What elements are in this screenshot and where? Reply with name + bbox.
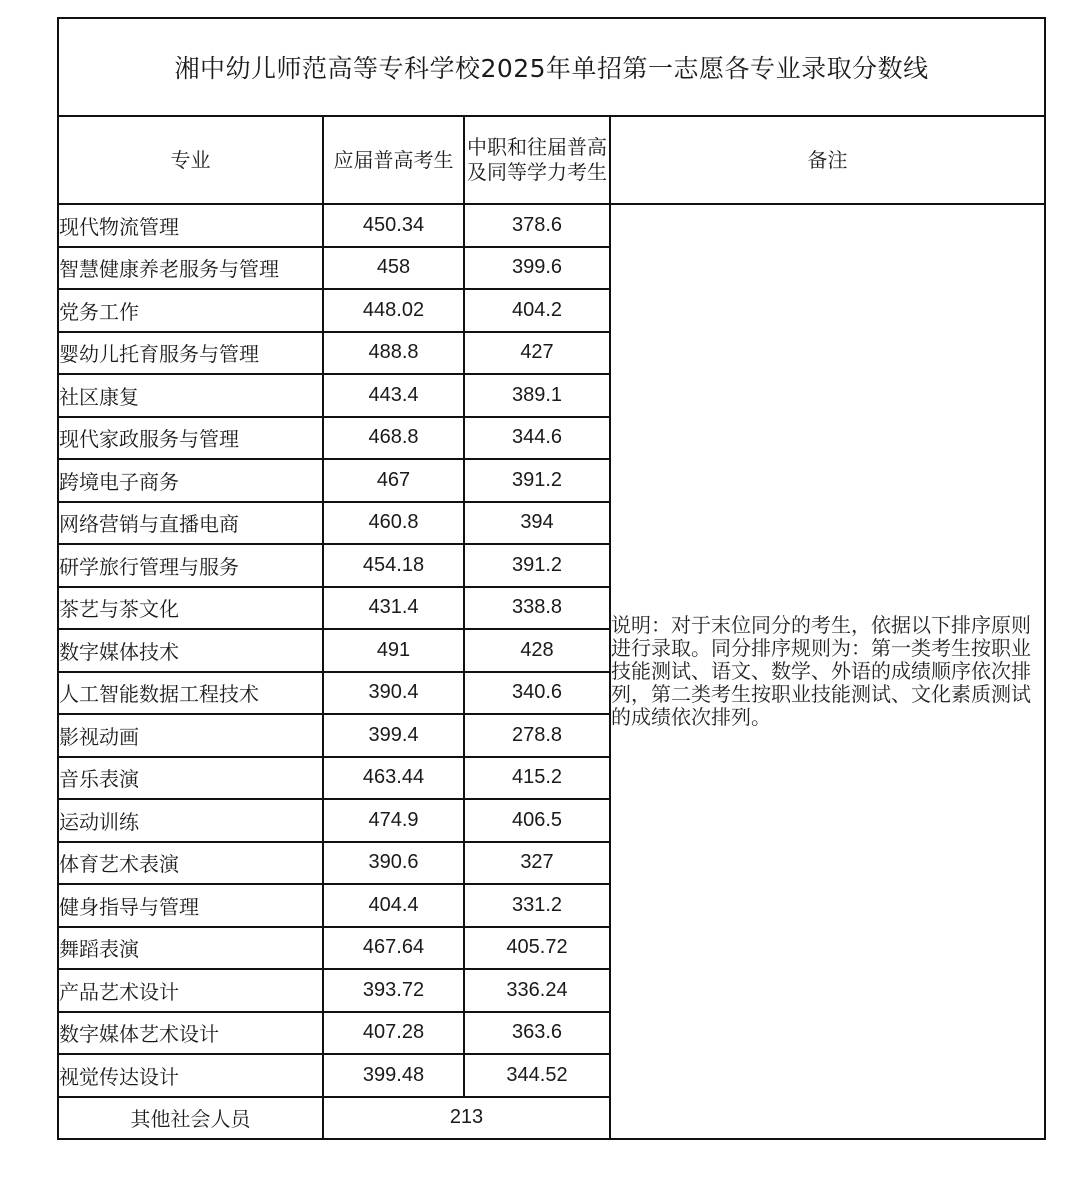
other-applicants-label: 其他社会人员 [58,1097,323,1140]
vocational-score-cell: 363.6 [464,1012,610,1055]
major-cell: 视觉传达设计 [58,1054,323,1097]
fresh-grads-score-cell: 458 [323,247,464,290]
major-cell: 舞蹈表演 [58,927,323,970]
vocational-score-cell: 427 [464,332,610,375]
vocational-score-cell: 404.2 [464,289,610,332]
vocational-score-cell: 331.2 [464,884,610,927]
header-major: 专业 [58,116,323,204]
vocational-score-cell: 327 [464,842,610,885]
vocational-score-cell: 391.2 [464,544,610,587]
major-cell: 现代家政服务与管理 [58,417,323,460]
fresh-grads-score-cell: 491 [323,629,464,672]
major-cell: 智慧健康养老服务与管理 [58,247,323,290]
fresh-grads-score-cell: 393.72 [323,969,464,1012]
vocational-score-cell: 428 [464,629,610,672]
vocational-score-cell: 405.72 [464,927,610,970]
fresh-grads-score-cell: 390.6 [323,842,464,885]
notes-cell: 说明：对于末位同分的考生，依据以下排序原则进行录取。同分排序规则为：第一类考生按职业技能测试、语文、数学、外语的成绩顺序依次排列，第二类考生按职业技能测试、文化素质测试的成绩依次排列。 [610,204,1045,1139]
fresh-grads-score-cell: 399.48 [323,1054,464,1097]
fresh-grads-score-cell: 463.44 [323,757,464,800]
vocational-score-cell: 340.6 [464,672,610,715]
vocational-score-cell: 336.24 [464,969,610,1012]
fresh-grads-score-cell: 488.8 [323,332,464,375]
fresh-grads-score-cell: 448.02 [323,289,464,332]
admission-score-table [57,17,1046,1140]
fresh-grads-score-cell: 443.4 [323,374,464,417]
major-cell: 婴幼儿托育服务与管理 [58,332,323,375]
major-cell: 网络营销与直播电商 [58,502,323,545]
major-cell: 产品艺术设计 [58,969,323,1012]
vocational-score-cell: 378.6 [464,204,610,247]
fresh-grads-score-cell: 468.8 [323,417,464,460]
table-row [58,204,1045,247]
major-cell: 党务工作 [58,289,323,332]
vocational-score-cell: 344.52 [464,1054,610,1097]
vocational-score-cell: 278.8 [464,714,610,757]
fresh-grads-score-cell: 454.18 [323,544,464,587]
fresh-grads-score-cell: 399.4 [323,714,464,757]
fresh-grads-score-cell: 407.28 [323,1012,464,1055]
major-cell: 运动训练 [58,799,323,842]
major-cell: 社区康复 [58,374,323,417]
fresh-grads-score-cell: 460.8 [323,502,464,545]
header-notes: 备注 [610,116,1045,204]
fresh-grads-score-cell: 450.34 [323,204,464,247]
fresh-grads-score-cell: 467 [323,459,464,502]
major-cell: 体育艺术表演 [58,842,323,885]
fresh-grads-score-cell: 467.64 [323,927,464,970]
major-cell: 数字媒体技术 [58,629,323,672]
fresh-grads-score-cell: 431.4 [323,587,464,630]
title-row [58,18,1045,116]
header-row [58,116,1045,204]
major-cell: 跨境电子商务 [58,459,323,502]
major-cell: 现代物流管理 [58,204,323,247]
vocational-score-cell: 394 [464,502,610,545]
vocational-score-cell: 399.6 [464,247,610,290]
major-cell: 数字媒体艺术设计 [58,1012,323,1055]
fresh-grads-score-cell: 404.4 [323,884,464,927]
vocational-score-cell: 415.2 [464,757,610,800]
table-title: 湘中幼儿师范高等专科学校2025年单招第一志愿各专业录取分数线 [58,18,1045,116]
other-applicants-score: 213 [323,1097,610,1140]
vocational-score-cell: 344.6 [464,417,610,460]
fresh-grads-score-cell: 474.9 [323,799,464,842]
major-cell: 健身指导与管理 [58,884,323,927]
vocational-score-cell: 391.2 [464,459,610,502]
major-cell: 人工智能数据工程技术 [58,672,323,715]
fresh-grads-score-cell: 390.4 [323,672,464,715]
major-cell: 音乐表演 [58,757,323,800]
major-cell: 茶艺与茶文化 [58,587,323,630]
header-vocational: 中职和往届普高及同等学力考生 [464,116,610,204]
major-cell: 研学旅行管理与服务 [58,544,323,587]
header-fresh-grads: 应届普高考生 [323,116,464,204]
vocational-score-cell: 389.1 [464,374,610,417]
major-cell: 影视动画 [58,714,323,757]
vocational-score-cell: 338.8 [464,587,610,630]
vocational-score-cell: 406.5 [464,799,610,842]
